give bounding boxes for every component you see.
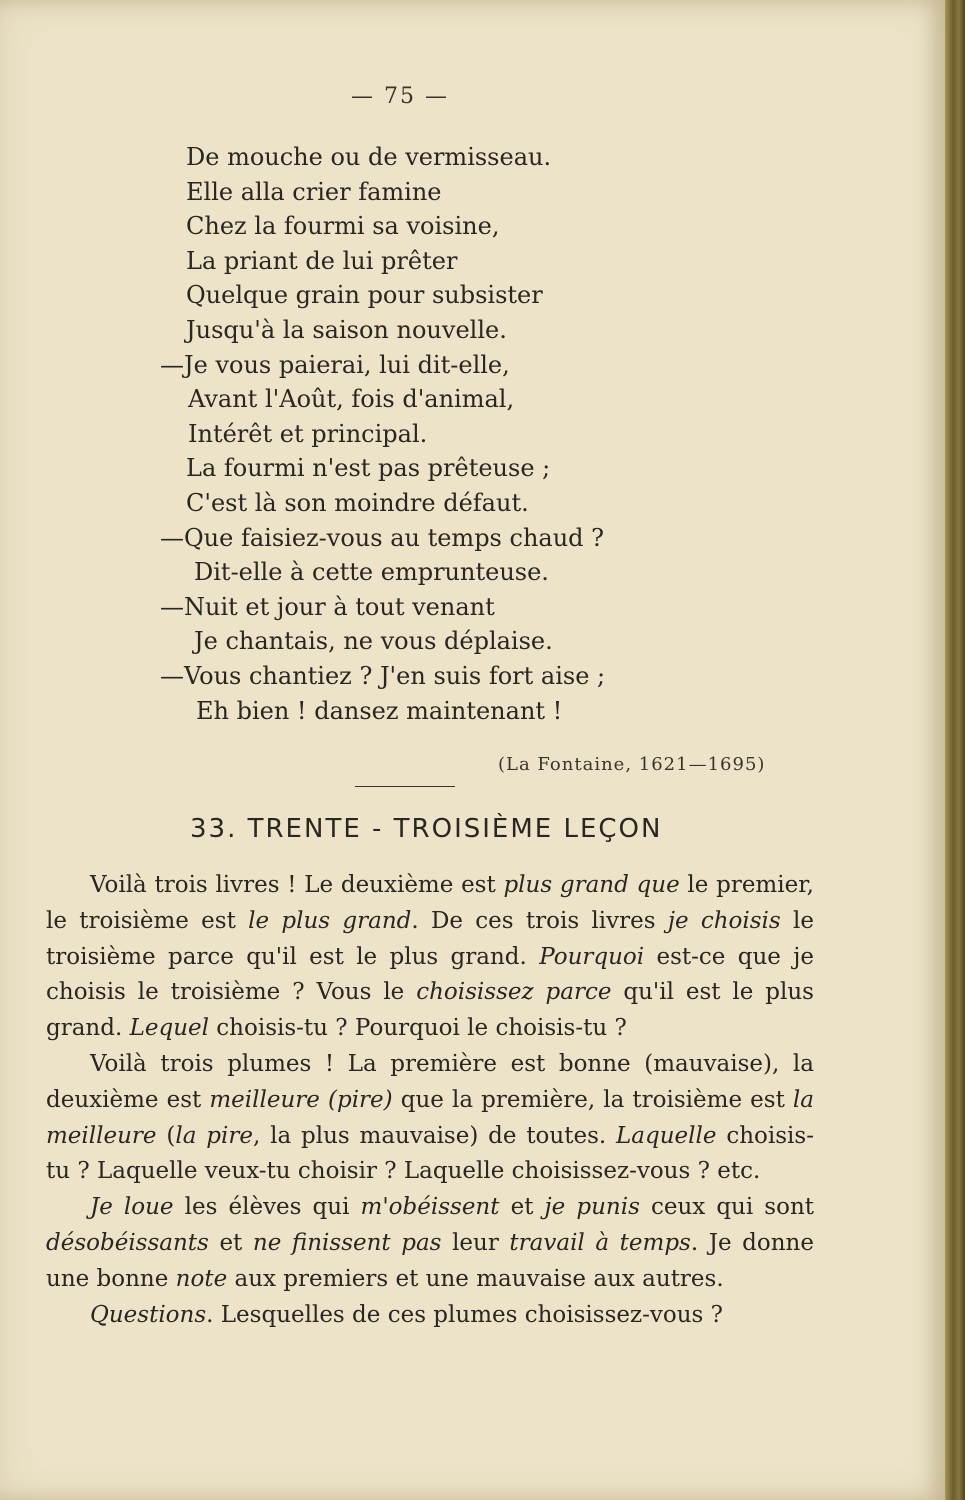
poem-line: Elle alla crier famine xyxy=(186,177,442,206)
poem-line: Chez la fourmi sa voisine, xyxy=(186,212,500,241)
paragraph xyxy=(46,868,814,1047)
italic-phrase: désobéissants xyxy=(46,1229,209,1256)
italic-phrase: ne finissent pas xyxy=(252,1229,442,1256)
italic-phrase: choisissez parce xyxy=(416,979,612,1006)
text-run: leur xyxy=(441,1229,510,1256)
poem-line: —Je vous paierai, lui dit-elle, xyxy=(160,350,510,379)
attribution: (La Fontaine, 1621—1695) xyxy=(498,754,766,775)
text-run: le premier, le troisième est xyxy=(46,872,814,934)
poem-line: —Nuit et jour à tout venant xyxy=(160,592,495,621)
italic-phrase: Pourquoi xyxy=(539,943,645,970)
poem-line: Eh bien ! dansez maintenant ! xyxy=(196,696,563,725)
text-run: le troisième parce qu'il est le plus grand. xyxy=(46,907,814,970)
italic-phrase: je choisis xyxy=(667,907,781,934)
italic-phrase: Laquelle xyxy=(616,1122,717,1149)
text-run: choisis-tu ? Pourquoi le choisis-tu ? xyxy=(208,1015,627,1042)
poem-line: Avant l'Août, fois d'animal, xyxy=(188,385,515,414)
poem xyxy=(160,140,720,728)
italic-phrase: Questions xyxy=(90,1301,207,1328)
book-binding-edge xyxy=(945,0,965,1500)
paragraph xyxy=(46,1047,814,1190)
poem-line: Quelque grain pour subsister xyxy=(186,281,543,310)
text-run: ceux qui sont xyxy=(639,1194,815,1221)
italic-phrase: le plus grand xyxy=(248,907,412,934)
italic-phrase: la meilleure xyxy=(46,1086,814,1149)
poem-line: De mouche ou de vermisseau. xyxy=(186,143,552,171)
page-number: — 75 — xyxy=(351,84,449,109)
italic-phrase: meilleure (pire) xyxy=(209,1086,393,1113)
paragraph xyxy=(46,1298,814,1334)
text-run: choisis-tu ? Laquelle veux-tu choisir ? Laquelle choisissez-vous ? etc. xyxy=(46,1122,814,1185)
text-run: les élèves qui xyxy=(173,1194,361,1221)
italic-phrase: Lequel xyxy=(129,1015,209,1042)
lesson-title: 33. TRENTE - TROISIÈME LEÇON xyxy=(190,814,663,844)
text-run: aux premiers et une mauvaise aux autres. xyxy=(227,1265,724,1292)
text-run: , la plus mauvaise) de toutes. xyxy=(252,1122,617,1149)
italic-phrase: note xyxy=(175,1265,228,1292)
text-run: Voilà trois plumes ! La première est bonne (mauvaise), la deuxième est xyxy=(46,1050,814,1113)
text-run: Voilà trois livres ! Le deuxième est xyxy=(90,872,504,898)
italic-phrase: m'obéissent xyxy=(360,1194,500,1221)
poem-line: —Vous chantiez ? J'en suis fort aise ; xyxy=(160,661,606,690)
text-run: . Je donne une bonne xyxy=(46,1229,814,1292)
italic-phrase: je punis xyxy=(544,1194,640,1221)
text-run: est-ce que je choisis le troisième ? Vous le xyxy=(46,943,814,1006)
text-run: et xyxy=(499,1194,545,1221)
italic-phrase: plus grand que xyxy=(503,872,680,898)
italic-phrase: la pire xyxy=(175,1122,253,1149)
paragraph xyxy=(46,1190,814,1297)
text-run: ( xyxy=(156,1122,176,1149)
poem-line: Jusqu'à la saison nouvelle. xyxy=(186,315,507,344)
text-run: qu'il est le plus grand. xyxy=(46,979,814,1042)
poem-line: La fourmi n'est pas prêteuse ; xyxy=(186,454,551,483)
italic-phrase: travail à temps xyxy=(509,1229,691,1256)
lesson-text xyxy=(46,868,814,1333)
poem-line: C'est là son moindre défaut. xyxy=(186,488,529,517)
text-run: et xyxy=(208,1229,253,1256)
poem-line: —Que faisiez-vous au temps chaud ? xyxy=(160,523,605,552)
section-divider xyxy=(355,786,455,787)
italic-phrase: Je loue xyxy=(90,1194,174,1221)
poem-line: Je chantais, ne vous déplaise. xyxy=(194,627,553,656)
text-run: . De ces trois livres xyxy=(411,907,668,934)
poem-line: Dit-elle à cette emprunteuse. xyxy=(194,558,549,587)
poem-line: Intérêt et principal. xyxy=(188,419,428,448)
text-run: . Lesquelles de ces plumes choisissez-vous ? xyxy=(206,1301,723,1328)
text-run: que la première, la troisième est xyxy=(392,1086,793,1113)
poem-line: La priant de lui prêter xyxy=(186,246,458,275)
